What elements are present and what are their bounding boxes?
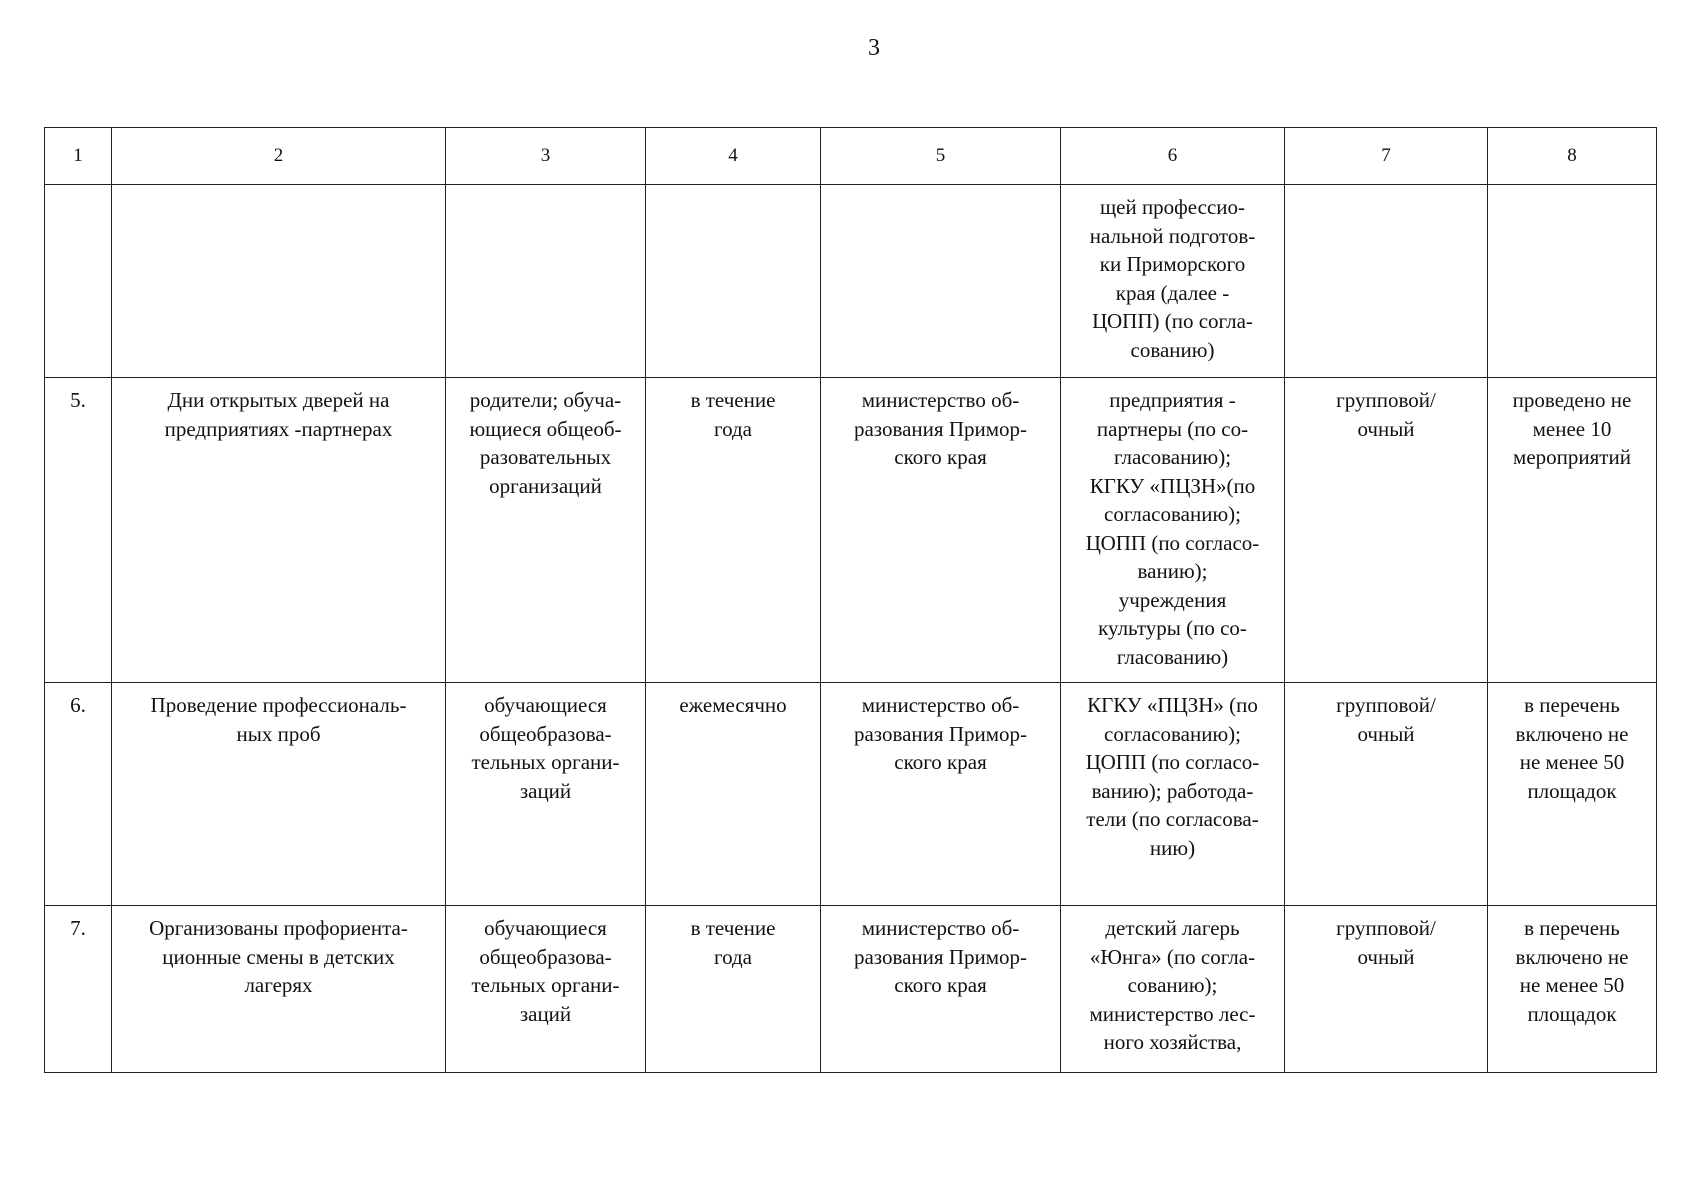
format-cell: [1285, 378, 1488, 683]
responsible-cell: [821, 906, 1061, 1073]
cell-text-line: тельных органи-: [471, 750, 620, 774]
result-cell: [1488, 185, 1657, 378]
cell-text-line: общеобразова-: [479, 944, 612, 969]
cell-text-line: обучающиеся: [484, 916, 607, 940]
cell-text-line: 6.: [70, 693, 86, 717]
cell-text-line: края (далее -: [1115, 280, 1230, 305]
activity-cell: [112, 378, 446, 683]
activity-cell: [112, 906, 446, 1073]
activity-cell: [112, 185, 446, 378]
cell-text-line: министерство об-: [861, 388, 1020, 412]
participants-cell: [446, 906, 646, 1073]
cell-text-line: тели (по согласова-: [1086, 807, 1259, 831]
result-cell: [1488, 378, 1657, 683]
cell-text-line: ежемесячно: [679, 693, 787, 717]
column-number-1: 1: [45, 128, 112, 185]
cell-text-line: очный: [1357, 416, 1415, 441]
cell-text-line: групповой/: [1336, 916, 1436, 940]
cell-text-line: предприятия -: [1109, 388, 1236, 412]
column-number-3: 3: [446, 128, 646, 185]
table-row: [45, 185, 1657, 378]
cell-text-line: обучающиеся: [484, 693, 607, 717]
cell-text-line: ского края: [894, 445, 987, 469]
row-number-cell: [45, 378, 112, 683]
cell-text-line: включено не: [1515, 944, 1629, 969]
format-cell: [1285, 683, 1488, 906]
participants-cell: [446, 185, 646, 378]
cell-text-line: очный: [1357, 721, 1415, 746]
cell-text-line: разования Примор-: [853, 721, 1028, 746]
cell-text-line: года: [714, 416, 752, 441]
column-number-4: 4: [646, 128, 821, 185]
cell-text-line: ванию);: [1137, 559, 1208, 583]
cell-text-line: согласованию);: [1104, 721, 1241, 746]
result-cell: [1488, 683, 1657, 906]
cell-text-line: нальной подготов-: [1089, 223, 1256, 248]
activity-cell: [112, 683, 446, 906]
partners-cell: [1061, 185, 1285, 378]
cell-text-line: 7.: [70, 916, 86, 940]
cell-text-line: согласованию);: [1104, 502, 1241, 526]
cell-text-line: проведено не: [1512, 388, 1632, 412]
cell-text-line: министерство лес-: [1089, 1001, 1256, 1026]
format-cell: [1285, 185, 1488, 378]
cell-text-line: в течение: [690, 916, 776, 940]
cell-text-line: менее 10: [1532, 416, 1612, 441]
column-number-6: 6: [1061, 128, 1285, 185]
responsible-cell: [821, 185, 1061, 378]
cell-text-line: разовательных: [479, 445, 612, 469]
column-number-2: 2: [112, 128, 446, 185]
timing-cell: [646, 185, 821, 378]
column-number-7: 7: [1285, 128, 1488, 185]
cell-text-line: заций: [519, 778, 572, 803]
cell-text-line: мероприятий: [1513, 445, 1631, 469]
cell-text-line: общеобразова-: [479, 721, 612, 746]
cell-text-line: в течение: [690, 388, 776, 412]
row-number-cell: [45, 683, 112, 906]
timing-cell: [646, 378, 821, 683]
table-row: [45, 906, 1657, 1073]
cell-text-line: гласованию): [1116, 644, 1229, 669]
cell-text-line: не менее 50: [1519, 750, 1625, 774]
cell-text-line: года: [714, 944, 752, 969]
column-number-5: 5: [821, 128, 1061, 185]
cell-text-line: ки Приморского: [1099, 252, 1246, 276]
cell-text-line: детский лагерь: [1105, 916, 1240, 940]
page-number: 3: [868, 35, 880, 61]
cell-text-line: КГКУ «ПЦЗН» (по: [1087, 693, 1258, 717]
cell-text-line: площадок: [1527, 1001, 1617, 1026]
cell-text-line: Проведение профессиональ-: [150, 693, 407, 717]
row-number-cell: [45, 906, 112, 1073]
cell-text-line: щей профессио-: [1099, 195, 1246, 219]
cell-text-line: в перечень: [1524, 916, 1620, 940]
cell-text-line: министерство об-: [861, 693, 1020, 717]
cell-text-line: ционные смены в детских: [162, 944, 395, 969]
activities-table: [44, 127, 1657, 1073]
cell-text-line: ющиеся общеоб-: [469, 416, 622, 441]
partners-cell: [1061, 378, 1285, 683]
cell-text-line: сованию): [1130, 337, 1215, 362]
cell-text-line: разования Примор-: [853, 944, 1028, 969]
cell-text-line: ЦОПП) (по согла-: [1092, 309, 1253, 333]
column-number-8: 8: [1488, 128, 1657, 185]
cell-text-line: учреждения: [1118, 587, 1227, 612]
cell-text-line: лагерях: [244, 973, 313, 997]
cell-text-line: нию): [1149, 835, 1196, 860]
partners-cell: [1061, 683, 1285, 906]
responsible-cell: [821, 378, 1061, 683]
row-number-cell: [45, 185, 112, 378]
cell-text-line: ЦОПП (по согласо-: [1085, 750, 1260, 774]
table-row: [45, 378, 1657, 683]
cell-text-line: Дни открытых дверей на: [167, 388, 390, 412]
cell-text-line: тельных органи-: [471, 973, 620, 997]
cell-text-line: площадок: [1527, 778, 1617, 803]
cell-text-line: групповой/: [1336, 388, 1436, 412]
table-row: [45, 683, 1657, 906]
cell-text-line: ского края: [894, 750, 987, 774]
cell-text-line: ЦОПП (по согласо-: [1085, 530, 1260, 555]
result-cell: [1488, 906, 1657, 1073]
participants-cell: [446, 683, 646, 906]
timing-cell: [646, 906, 821, 1073]
cell-text-line: не менее 50: [1519, 973, 1625, 997]
cell-text-line: ного хозяйства,: [1103, 1030, 1242, 1054]
format-cell: [1285, 906, 1488, 1073]
cell-text-line: организаций: [489, 473, 602, 498]
responsible-cell: [821, 683, 1061, 906]
cell-text-line: разования Примор-: [853, 416, 1028, 441]
cell-text-line: ных проб: [236, 721, 321, 746]
cell-text-line: ского края: [894, 973, 987, 997]
cell-text-line: культуры (по со-: [1098, 616, 1247, 640]
cell-text-line: групповой/: [1336, 693, 1436, 717]
cell-text-line: заций: [519, 1001, 572, 1026]
cell-text-line: очный: [1357, 944, 1415, 969]
cell-text-line: сованию);: [1127, 973, 1218, 997]
cell-text-line: гласованию);: [1113, 445, 1232, 469]
timing-cell: [646, 683, 821, 906]
cell-text-line: КГКУ «ПЦЗН»(по: [1089, 473, 1256, 498]
participants-cell: [446, 378, 646, 683]
cell-text-line: родители; обуча-: [469, 388, 622, 412]
cell-text-line: партнеры (по со-: [1096, 416, 1249, 441]
partners-cell: [1061, 906, 1285, 1073]
cell-text-line: министерство об-: [861, 916, 1020, 940]
cell-text-line: ванию); работода-: [1091, 778, 1254, 803]
cell-text-line: в перечень: [1524, 693, 1620, 717]
cell-text-line: включено не: [1515, 721, 1629, 746]
cell-text-line: Организованы профориента-: [149, 916, 408, 940]
cell-text-line: 5.: [70, 388, 86, 412]
cell-text-line: предприятиях -партнерах: [164, 416, 393, 441]
column-number-header-row: [45, 128, 1657, 185]
cell-text-line: «Юнга» (по согла-: [1089, 944, 1256, 969]
